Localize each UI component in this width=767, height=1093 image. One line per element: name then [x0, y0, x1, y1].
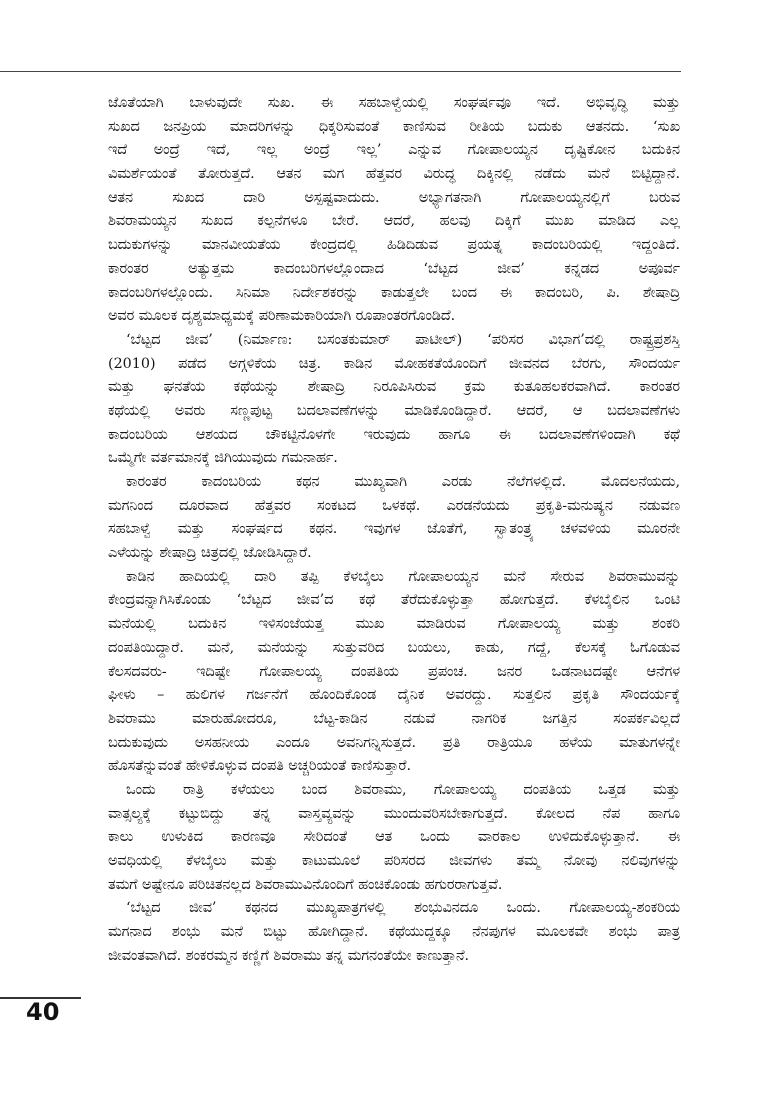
- text-line: ಬದುಕುವುದು ಅಸಹನೀಯ ಎಂದೂ ಅವನಿಗನ್ನಿಸುತ್ತದೆ. ಪ್ರತಿ ರಾತ್ರಿಯೂ ಹಳೆಯ ಮಾತುಗಳನ್ನೇ: [108, 734, 680, 751]
- top-horizontal-rule: [0, 71, 681, 72]
- text-line: ಶಿವರಾಮಯ್ಯನ ಸುಖದ ಕಲ್ಪನೆಗಳೂ ಬೇರೆ. ಆದರೆ, ಹಲವು ದಿಕ್ಕಿಗೆ ಮುಖ ಮಾಡಿದ ಎಲ್ಲ: [108, 213, 680, 230]
- text-line: ಜೀವಂತವಾಗಿದೆ. ಶಂಕರಮ್ಮನ ಕಣ್ಣಿಗೆ ಶಿವರಾಮು ತನ್ನ ಮಗನಂತೆಯೇ ಕಾಣುತ್ತಾನೆ.: [108, 947, 470, 964]
- text-line: (2010) ಪಡೆದ ಅಗ್ಗಳಿಕೆಯ ಚಿತ್ರ. ಕಾಡಿನ ಮೋಹಕತೆಯೊಂದಿಗೆ ಜೀವನದ ಬೆರಗು, ಸೌಂದರ್ಯ: [108, 355, 680, 372]
- text-line: ಕೇಂದ್ರವನ್ನಾಗಿಸಿಕೊಂಡು ‘ಬೆಟ್ಟದ ಜೀವ’ದ ಕಥೆ ತೆರೆದುಕೊಳ್ಳುತ್ತಾ ಹೋಗುತ್ತದೆ. ಕೆಳಬೈಲಿನ ಒಂಟಿ: [108, 592, 680, 609]
- text-line: ಇದೆ ಅಂದ್ರೆ ಇದೆ, ಇಲ್ಲ ಅಂದ್ರೆ ಇಲ್ಲ’ ಎನ್ನುವ ಗೋಪಾಲಯ್ಯನ ದೃಷ್ಟಿಕೋನ ಬದುಕಿನ: [108, 142, 680, 159]
- text-line: ಹೊಸತೆನ್ನುವಂತೆ ಹೇಳಿಕೊಳ್ಳುವ ದಂಪತಿ ಅಚ್ಚರಿಯಂತೆ ಕಾಣಿಸುತ್ತಾರೆ.: [108, 758, 412, 775]
- text-line: ಸುಖದ ಜನಪ್ರಿಯ ಮಾದರಿಗಳನ್ನು ಧಿಕ್ಕರಿಸುವಂತೆ ಕಾಣಿಸುವ ರೀತಿಯ ಬದುಕು ಆತನದು. ‘ಸುಖ: [108, 118, 680, 135]
- text-line: ಕಾರಂತರ ಕಾದಂಬರಿಯ ಕಥನ ಮುಖ್ಯವಾಗಿ ಎರಡು ನೆಲೆಗಳಲ್ಲಿದೆ. ಮೊದಲನೆಯದು,: [126, 474, 680, 490]
- text-line: ಮನೆಯಲ್ಲಿ ಬದುಕಿನ ಇಳಿಸಂಜೆಯತ್ತ ಮುಖ ಮಾಡಿರುವ ಗೋಪಾಲಯ್ಯ ಮತ್ತು ಶಂಕರಿ: [108, 616, 680, 633]
- text-line: ಮತ್ತು ಘನತೆಯ ಕಥೆಯನ್ನು ಶೇಷಾದ್ರಿ ನಿರೂಪಿಸಿರುವ ಕ್ರಮ ಕುತೂಹಲಕರವಾಗಿದೆ. ಕಾರಂತರ: [108, 379, 680, 396]
- text-line: ಘೀಳು – ಹುಲಿಗಳ ಗರ್ಜನೆಗೆ ಹೊಂದಿಕೊಂಡ ದೈನಿಕ ಅವರದ್ದು. ಸುತ್ತಲಿನ ಪ್ರಕೃತಿ ಸೌಂದರ್ಯಕ್ಕೆ: [108, 687, 680, 704]
- text-line: ದಂಪತಿಯಿದ್ದಾರೆ. ಮನೆ, ಮನೆಯನ್ನು ಸುತ್ತುವರಿದ ಬಯಲು, ಕಾಡು, ಗದ್ದೆ, ಕೆಲಸಕ್ಕೆ ಓಗೊಡುವ: [108, 639, 680, 656]
- text-line: ಅವರ ಮೂಲಕ ದೃಶ್ಯಮಾಧ್ಯಮಕ್ಕೆ ಪರಿಣಾಮಕಾರಿಯಾಗಿ ರೂಪಾಂತರಗೊಂಡಿದೆ.: [108, 308, 456, 325]
- text-line: ಕಾಡಿನ ಹಾದಿಯಲ್ಲಿ ದಾರಿ ತಪ್ಪಿ ಕೆಳಬೈಲು ಗೋಪಾಲಯ್ಯನ ಮನೆ ಸೇರುವ ಶಿವರಾಮುವನ್ನು: [126, 568, 680, 585]
- text-line: ಮಗನಾದ ಶಂಭು ಮನೆ ಬಿಟ್ಟು ಹೋಗಿದ್ದಾನೆ. ಕಥೆಯುದ್ದಕ್ಕೂ ನೆನಪುಗಳ ಮೂಲಕವೇ ಶಂಭು ಪಾತ್ರ: [108, 924, 680, 941]
- text-line: ಅವಧಿಯಲ್ಲಿ ಕೆಳಬೈಲು ಮತ್ತು ಕಾಟುಮೂಲೆ ಪರಿಸರದ ಜೀವಗಳು ತಮ್ಮ ನೋವು ನಲಿವುಗಳನ್ನು: [108, 853, 680, 869]
- text-line: ಸಹಬಾಳ್ವೆ ಮತ್ತು ಸಂಘರ್ಷದ ಕಥನ. ಇವುಗಳ ಜೊತೆಗೆ, ಸ್ವಾತಂತ್ರ್ಯ ಚಳವಳಿಯ ಮೂರನೇ: [108, 521, 680, 538]
- page-number: 40: [26, 998, 60, 1026]
- text-line: ವಾತ್ಸಲ್ಯಕ್ಕೆ ಕಟ್ಟುಬಿದ್ದು ತನ್ನ ವಾಸ್ತವ್ಯವನ್ನು ಮುಂದುವರಿಸಬೇಕಾಗುತ್ತದೆ. ಕೋಲದ ನೆಪ ಹಾಗೂ: [108, 805, 680, 822]
- text-line: ಬದುಕುಗಳನ್ನು ಮಾನವೀಯತೆಯ ಕೇಂದ್ರದಲ್ಲಿ ಹಿಡಿದಿಡುವ ಪ್ರಯತ್ನ ಕಾದಂಬರಿಯಲ್ಲಿ ಇದ್ದಂತಿದೆ.: [108, 237, 680, 254]
- text-line: ಮಗನಿಂದ ದೂರವಾದ ಹೆತ್ತವರ ಸಂಕಟದ ಒಳಕಥೆ. ಎರಡನೆಯದು ಪ್ರಕೃತಿ-ಮನುಷ್ಯನ ನಡುವಣ: [108, 497, 680, 514]
- text-line: ಎಳೆಯನ್ನು ಶೇಷಾದ್ರಿ ಚಿತ್ರದಲ್ಲಿ ಜೋಡಿಸಿದ್ದಾರೆ.: [108, 545, 312, 562]
- text-line: ಒಮ್ಮೆಗೇ ವರ್ತಮಾನಕ್ಕೆ ಜಿಗಿಯುವುದು ಗಮನಾರ್ಹ.: [108, 450, 338, 467]
- text-line: ಜೊತೆಯಾಗಿ ಬಾಳುವುದೇ ಸುಖ. ಈ ಸಹಬಾಳ್ವೆಯಲ್ಲಿ ಸಂಘರ್ಷವೂ ಇದೆ. ಅಭಿವೃದ್ಧಿ ಮತ್ತು: [108, 95, 680, 111]
- text-line: ವಿಮರ್ಶೆಯಂತೆ ತೋರುತ್ತದೆ. ಆತನ ಮಗ ಹೆತ್ತವರ ವಿರುದ್ಧ ದಿಕ್ಕಿನಲ್ಲಿ ನಡೆದು ಮನೆ ಬಿಟ್ಟಿದ್ದಾನೆ.: [108, 166, 680, 183]
- text-line: ಕಾದಂಬರಿಯ ಆಶಯದ ಚೌಕಟ್ಟಿನೊಳಗೇ ಇರುವುದು ಹಾಗೂ ಈ ಬದಲಾವಣೆಗಳಿಂದಾಗಿ ಕಥೆ: [108, 426, 680, 443]
- text-line: ಆತನ ಸುಖದ ದಾರಿ ಅಸ್ಪಷ್ಟವಾದುದು. ಅಭ್ಯಾಗತನಾಗಿ ಗೋಪಾಲಯ್ಯನಲ್ಲಿಗೆ ಬರುವ: [108, 189, 680, 206]
- text-line: ಒಂದು ರಾತ್ರಿ ಕಳೆಯಲು ಬಂದ ಶಿವರಾಮು, ಗೋಪಾಲಯ್ಯ ದಂಪತಿಯ ಒತ್ತಡ ಮತ್ತು: [126, 781, 680, 798]
- text-line: ಕೆಲಸದವರು- ಇದಿಷ್ಟೇ ಗೋಪಾಲಯ್ಯ ದಂಪತಿಯ ಪ್ರಪಂಚ. ಜನರ ಒಡನಾಟದಷ್ಟೇ ಆನೆಗಳ: [108, 663, 680, 680]
- text-line: ಕಾದಂಬರಿಗಳಲ್ಲೊಂದು. ಸಿನಿಮಾ ನಿರ್ದೇಶಕರನ್ನು ಕಾಡುತ್ತಲೇ ಬಂದ ಈ ಕಾದಂಬರಿ, ಪಿ. ಶೇಷಾದ್ರಿ: [108, 284, 680, 301]
- text-line: ಕಥೆಯಲ್ಲಿ ಅವರು ಸಣ್ಣಪುಟ್ಟ ಬದಲಾವಣೆಗಳನ್ನು ಮಾಡಿಕೊಂಡಿದ್ದಾರೆ. ಆದರೆ, ಆ ಬದಲಾವಣೆಗಳು: [108, 402, 680, 419]
- body-text: [108, 92, 680, 968]
- text-line: ಕಾರಂತರ ಅತ್ಯುತ್ತಮ ಕಾದಂಬರಿಗಳಲ್ಲೊಂದಾದ ‘ಬೆಟ್ಟದ ಜೀವ’ ಕನ್ನಡದ ಅಪೂರ್ವ: [108, 260, 680, 277]
- text-line: ಶಿವರಾಮು ಮಾರುಹೋದರೂ, ಬೆಟ್ಟ-ಕಾಡಿನ ನಡುವೆ ನಾಗರಿಕ ಜಗತ್ತಿನ ಸಂಪರ್ಕವಿಲ್ಲದೆ: [108, 710, 680, 727]
- text-line: ತಮಗೆ ಅಷ್ಟೇನೂ ಪರಿಚಿತನಲ್ಲದ ಶಿವರಾಮುವಿನೊಂದಿಗೆ ಹಂಚಿಕೊಂಡು ಹಗುರರಾಗುತ್ತವೆ.: [108, 876, 503, 893]
- text-line: ಕಾಲು ಉಳುಕಿದ ಕಾರಣವೂ ಸೇರಿದಂತೆ ಆತ ಒಂದು ವಾರಕಾಲ ಉಳಿದುಕೊಳ್ಳುತ್ತಾನೆ. ಈ: [108, 829, 680, 846]
- text-line: ‘ಬೆಟ್ಟದ ಜೀವ’ (ನಿರ್ಮಾಣ: ಬಸಂತಕುಮಾರ್ ಪಾಟೀಲ್) ‘ಪರಿಸರ ವಿಭಾಗ’ದಲ್ಲಿ ರಾಷ್ಟ್ರಪ್ರಶಸ್ತಿ: [126, 331, 680, 348]
- text-line: ‘ಬೆಟ್ಟದ ಜೀವ’ ಕಥನದ ಮುಖ್ಯಪಾತ್ರಗಳಲ್ಲಿ ಶಂಭುವಿನದೂ ಒಂದು. ಗೋಪಾಲಯ್ಯ-ಶಂಕರಿಯ: [126, 900, 680, 917]
